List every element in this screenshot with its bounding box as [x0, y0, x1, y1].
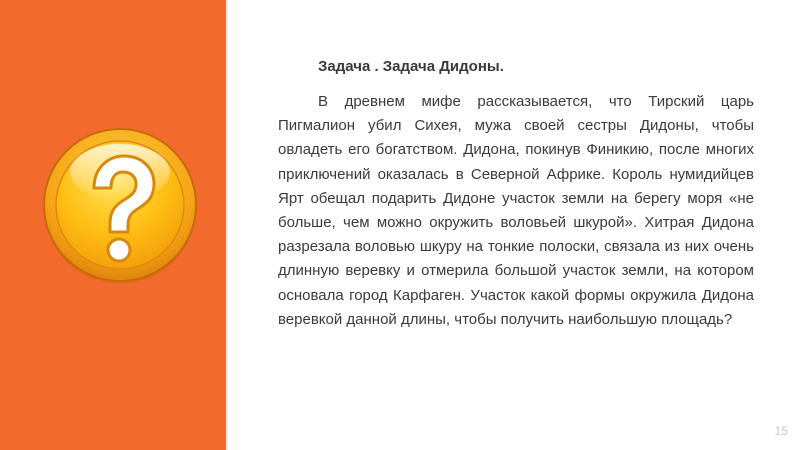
page-number: 15 [774, 424, 788, 438]
panel-divider [226, 0, 228, 450]
task-content [278, 56, 754, 332]
task-body: В древнем мифе рассказывается, что Тирский царь Пигмалион убил Сихея, мужа своей сестры Дидоны, чтобы овладеть его богатством. Дидона, покинув Финикию, после многих приключений оказалась в Северной Африке. Король нумидийцев Ярт обещал подарить Дидоне участок земли на берегу моря «не больше, чем можно окружить воловьей шкурой». Хитрая Дидона разрезала воловью шкуру на тонкие полоски, связала из них очень длинную веревку и отмерила большой участок земли, на котором основала город Карфаген. Участок какой формы окружила Дидона веревкой данной длины, чтобы получить наибольшую площадь? [278, 93, 754, 328]
task-title: Задача . Задача Дидоны. [318, 58, 504, 75]
question-mark-icon [42, 126, 198, 286]
